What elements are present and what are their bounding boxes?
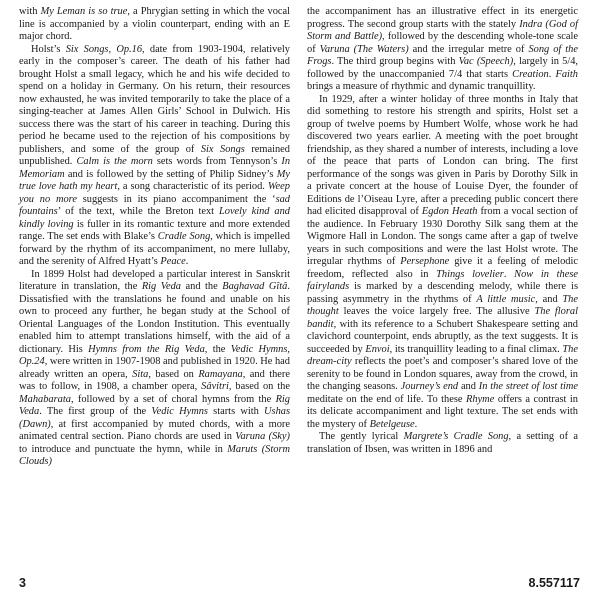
body-text: the accompaniment has an illustrative effect in its energetic progress. The second group starts with the stately xyxy=(307,6,578,30)
italic-title-text: Rig Veda xyxy=(19,393,290,417)
italic-title-text: Vac (Speech) xyxy=(458,56,514,67)
body-text: . xyxy=(548,68,556,80)
italic-title-text: Rig Veda xyxy=(141,281,181,292)
italic-title-text: Ramayana xyxy=(198,368,243,380)
body-text: suggests in its piano accompaniment the ‘ xyxy=(76,193,276,205)
body-text: from a vocal section of the audience. In February 1930 Dorothy Silk sang them at the Wigmore Hall in London. The songs came after a gap of twelve years in such compositions and were the last Holst wrote. The irregular rhythms of xyxy=(307,206,578,267)
italic-title-text: Weep you no more xyxy=(19,181,290,205)
italic-title-text: Cradle Song xyxy=(157,231,211,242)
italic-title-text: Egdon Heath xyxy=(421,206,478,217)
body-text: is fuller in its romantic texture and more extended range. The set ends with Blake’s xyxy=(19,218,290,242)
italic-title-text: sad fountains xyxy=(19,193,290,217)
italic-title-text: Varuna (Sky) xyxy=(235,431,290,442)
body-text: remained unpublished. xyxy=(19,143,290,167)
body-text: . xyxy=(414,418,418,430)
italic-title-text: My Leman is so true xyxy=(40,6,128,17)
body-text: , at first accompanied by muted chords, with a more animated central section. Piano chords are used in xyxy=(19,418,290,442)
body-text: , based on xyxy=(148,368,199,380)
body-text: . xyxy=(185,256,189,267)
italic-title-text: Rhyme xyxy=(466,393,495,405)
body-text: In 1899 Holst had developed a particular interest in Sanskrit literature in translation, the xyxy=(19,268,290,292)
italic-title-text: Varuna (The Waters) xyxy=(319,43,409,55)
italic-title-text: Sâvitri xyxy=(201,381,229,392)
body-text: , were written in 1907-1908 and published in 1920. He had already written an opera, xyxy=(19,356,290,380)
italic-title-text: Six Songs xyxy=(200,143,245,155)
body-text: is marked by a descending melody, while there is passing asymmetry in the rhythms of xyxy=(307,281,578,305)
italic-title-text: Six Songs, Op.16 xyxy=(65,43,143,55)
page-number: 3 xyxy=(19,576,26,590)
body-text: , and there was to follow, in 1908, a chamber opera, xyxy=(19,368,290,392)
italic-title-text: Mahabarata xyxy=(19,393,71,405)
body-text: brings a measure of rhythmic and dynamic tranquillity. xyxy=(307,81,536,92)
italic-title-text: Peace xyxy=(160,256,186,267)
body-text: and xyxy=(458,381,479,392)
body-text: . The third group begins with xyxy=(331,56,459,67)
italic-title-text: In the street of lost time xyxy=(478,381,579,392)
body-text: In 1929, after a winter holiday of three months in Italy that did something to restore his strength and spirits, Holst set a group of twelve poems by Humbert Wolfe, whose work he had discovered two years earlier. A meeting with the poet brought friendship, as they shared a number of interests, including a love of the peace that parts of London can bring. The first performance of the songs was given in Paris by Dorothy Silk in a private concert at the house of Louise Dyer, the founder of Editions de l’Oiseau Lyre, after a preceding public concert there had elicited disapproval of xyxy=(307,93,578,217)
body-text: The gently lyrical xyxy=(319,431,404,442)
body-text: Holst’s xyxy=(31,43,66,55)
body-text: , a song characteristic of its period. xyxy=(117,181,268,192)
italic-title-text: Margrete’s Cradle Song xyxy=(403,431,509,442)
italic-title-text: Vedic Hymns, Op.24 xyxy=(19,343,290,367)
left-text-column xyxy=(19,6,290,469)
italic-title-text: Song of the Frogs xyxy=(307,43,578,67)
italic-title-text: Persephone xyxy=(400,256,450,267)
body-text: . Dissatisfied with the translations he found and unable on his own to proceed any further, he began study at the School of Oriental Languages of the London Institution. This eventually enabled him to attempt translations himself, with the aid of a dictionary. His xyxy=(19,281,290,355)
italic-title-text: Creation xyxy=(512,68,549,80)
body-text: offers a contrast in its delicate accompaniment and light texture. The set ends with the mystery of xyxy=(307,393,578,430)
page-footer xyxy=(19,576,580,592)
italic-title-text: Maruts (Storm Clouds) xyxy=(19,443,290,467)
body-text: ’ of the text, while the Breton text xyxy=(57,206,219,217)
paragraph xyxy=(307,94,578,432)
italic-title-text: Now in these fairylands xyxy=(307,268,578,292)
paragraph xyxy=(307,431,578,456)
body-text: , which is impelled forward by the rhythm of its accompaniment, no mere lullaby, and the serenity of Alfred Hyatt’s xyxy=(19,231,291,267)
italic-title-text: In Memoriam xyxy=(19,156,291,180)
italic-title-text: Hymns from the Rig Veda xyxy=(88,343,205,355)
body-text: , a setting of a translation of Ibsen, was written in 1896 and xyxy=(307,431,578,455)
body-text: , followed by a set of choral hymns from the xyxy=(70,393,276,405)
paragraph xyxy=(19,269,290,469)
body-text: and the irregular metre of xyxy=(408,43,529,55)
italic-title-text: The floral bandit xyxy=(307,306,579,330)
italic-title-text: Indra (God of Storm and Battle) xyxy=(307,18,578,42)
body-text: with xyxy=(19,6,41,17)
body-text: , date from 1903-1904, relatively early in the composer’s career. The death of his father had brought Holst a small legacy, which he and his wife decided to spend on a holiday in Germany. On his return, their resources now exhausted, he was invited temporarily to take the place of a singing-teacher at James Allen Girls’ School in Dulwich. His success there was the start of his career in teaching. During this period he became used to the rejection of his compositions by publishers, and some of the group of xyxy=(19,43,290,155)
italic-title-text: Envoi xyxy=(365,343,390,355)
italic-title-text: Calm is the morn xyxy=(76,156,153,167)
italic-title-text: A little music xyxy=(476,293,536,305)
body-text: , its tranquillity leading to a final climax. xyxy=(389,343,563,355)
body-text: , based on the xyxy=(228,381,290,392)
italic-title-text: My true love hath my heart xyxy=(19,168,290,192)
body-text: , with its reference to a Schubert Shakespeare setting and clavichord counterpoint, ends abruptly, as the text suggests. It is succeeded by xyxy=(307,318,578,355)
italic-title-text: Vedic Hymns xyxy=(151,406,208,417)
body-text: , largely in 5/4, followed by the unaccompanied 7/4 that starts xyxy=(307,56,578,80)
body-text: , a Phrygian setting in which the vocal line is accompanied by a violin counterpart, ending with an E major chord. xyxy=(19,6,290,42)
italic-title-text: Ushas (Dawn) xyxy=(19,406,290,430)
italic-title-text: The thought xyxy=(307,293,578,317)
italic-title-text: Things lovelier xyxy=(436,268,504,280)
body-text: , followed by the descending whole-tone scale of xyxy=(307,31,578,55)
body-text: and the xyxy=(180,281,223,292)
paragraph xyxy=(19,44,290,269)
italic-title-text: The dream-city xyxy=(307,343,578,367)
body-text: reflects the poet’s and composer’s shared love of the serenity to be found in London squares, away from the crowd, in the changing seasons. xyxy=(307,356,578,392)
italic-title-text: Lovely kind and kindly loving xyxy=(19,206,290,230)
body-text: . The first group of the xyxy=(39,406,152,417)
body-text: and is followed by the setting of Philip Sidney’s xyxy=(64,168,277,180)
body-text: sets words from Tennyson’s xyxy=(152,156,282,167)
catalogue-number: 8.557117 xyxy=(528,576,580,590)
italic-title-text: Baghavad Gîtâ xyxy=(222,281,288,292)
body-text: to introduce and punctuate the hymn, while in xyxy=(19,443,228,455)
body-text: . xyxy=(503,268,515,280)
italic-title-text: Journey’s end xyxy=(400,381,459,392)
italic-title-text: Betelgeuse xyxy=(369,418,415,430)
paragraph xyxy=(307,6,578,94)
body-text: leaves the voice largely free. The allusive xyxy=(338,306,535,317)
italic-title-text: Faith xyxy=(555,68,578,80)
paragraph xyxy=(19,6,290,44)
right-text-column xyxy=(307,6,578,456)
body-text: meditate on the end of life. To these xyxy=(307,393,467,405)
body-text: starts with xyxy=(207,406,265,417)
italic-title-text: Sita xyxy=(132,368,149,380)
body-text: give it a feeling of melodic freedom, reflected also in xyxy=(307,256,578,280)
body-text: , and xyxy=(535,293,563,305)
body-text: , the xyxy=(204,343,231,355)
